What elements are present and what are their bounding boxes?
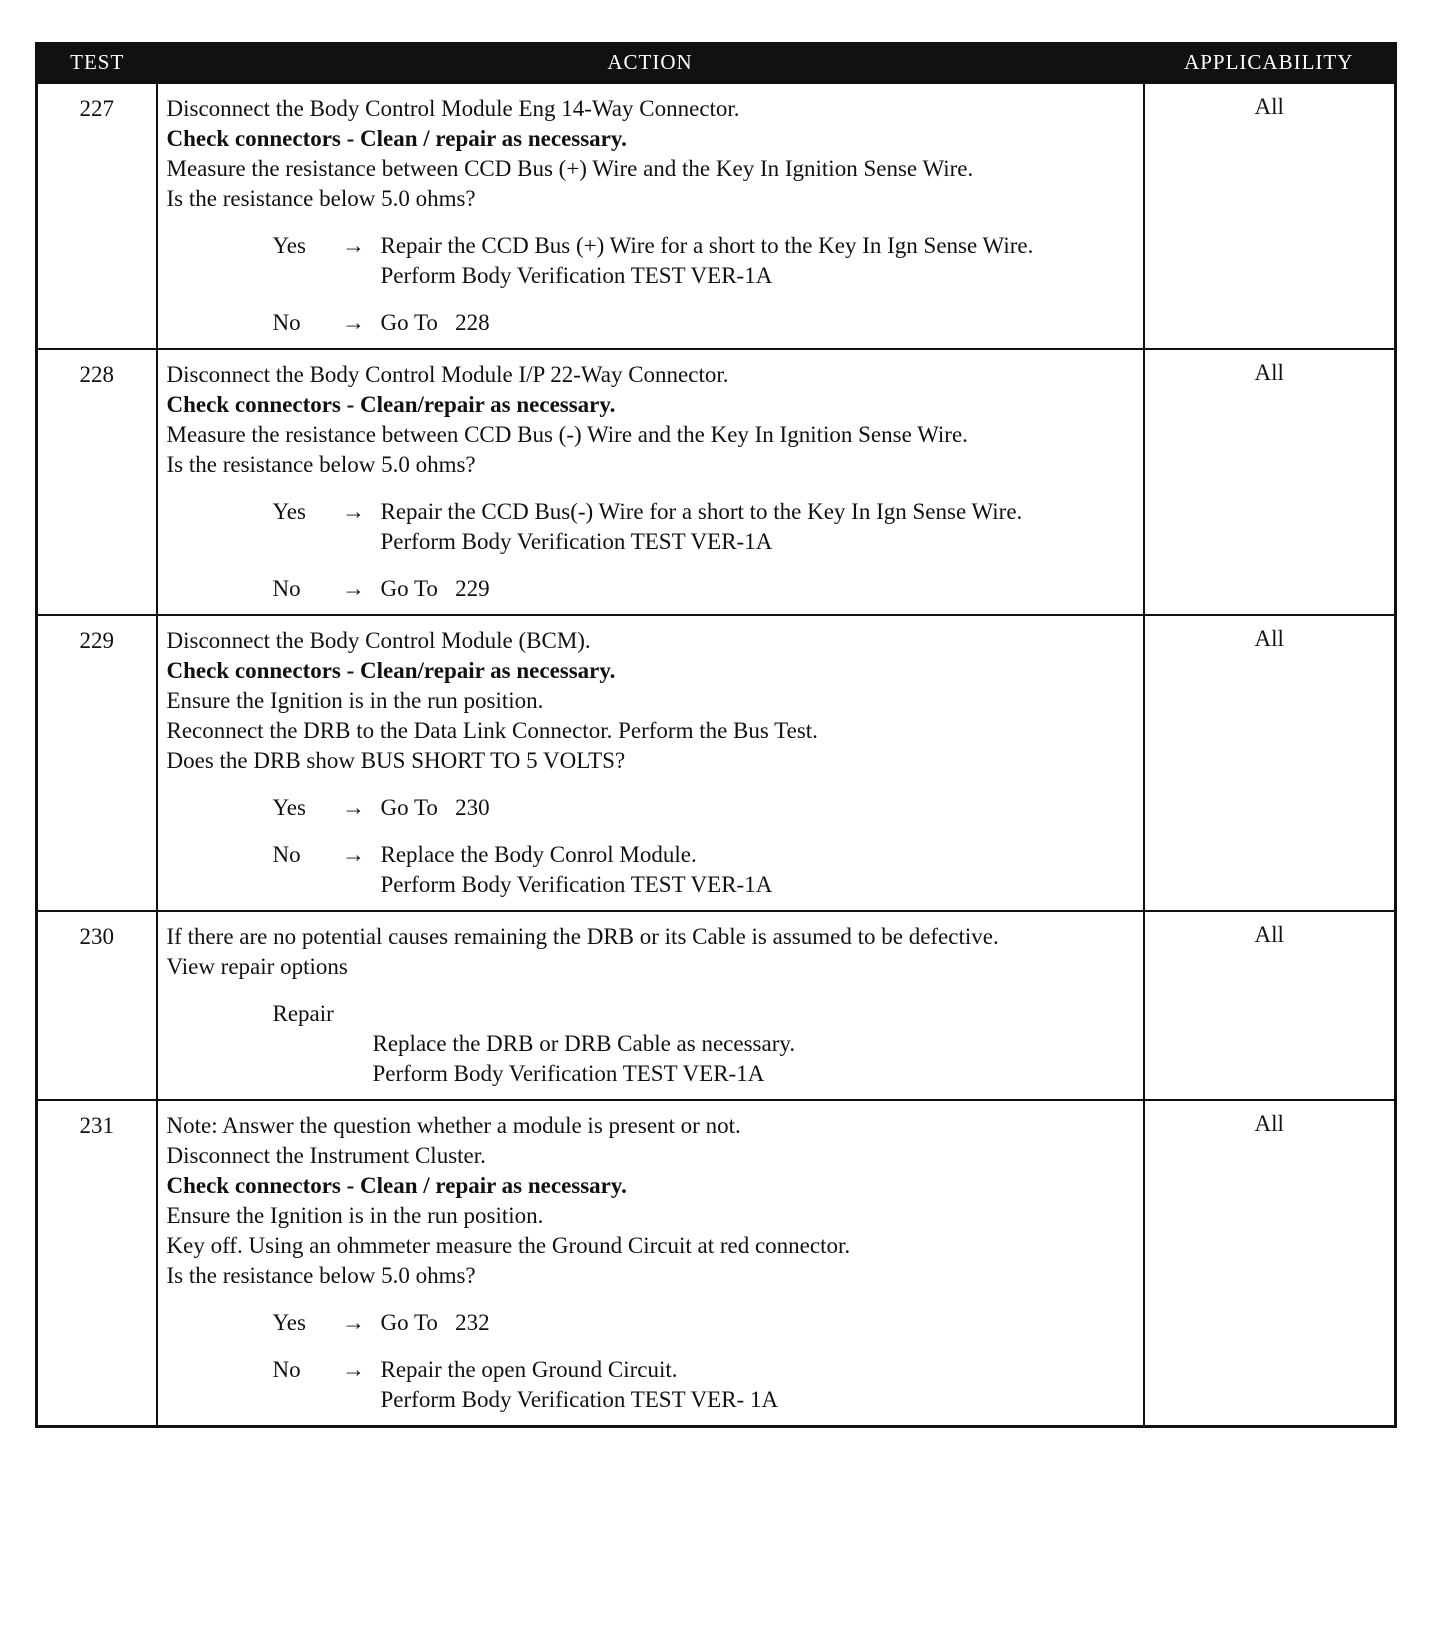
result-text: Replace the Body Conrol Module.	[380, 842, 697, 867]
yes-result	[381, 1308, 1135, 1338]
no-result	[381, 840, 1135, 900]
action-text: Is the resistance below 5.0 ohms?	[166, 1263, 476, 1288]
table-header	[37, 42, 1396, 83]
action-text: Measure the resistance between CCD Bus (+) Wire and the Key In Ignition Sense Wire.	[166, 156, 974, 181]
procedure-table	[35, 42, 1397, 1428]
yes-result	[381, 231, 1135, 291]
result-text: Go To 229	[380, 576, 490, 601]
yes-branch	[167, 793, 1135, 823]
arrow-icon: →	[342, 499, 365, 524]
yes-label: Yes	[272, 1310, 306, 1335]
arrow-icon: →	[342, 842, 365, 867]
applicability-cell: All	[1144, 83, 1396, 349]
no-result	[381, 574, 1135, 604]
action-text: Ensure the Ignition is in the run position.	[166, 1203, 544, 1228]
result-text: Repair the CCD Bus (+) Wire for a short to the Key In Ign Sense Wire.	[380, 233, 1034, 258]
no-branch	[167, 840, 1135, 900]
result-text: Go To 232	[380, 1310, 490, 1335]
arrow-icon: →	[342, 576, 365, 601]
action-text: Key off. Using an ohmmeter measure the Ground Circuit at red connector.	[166, 1233, 851, 1258]
arrow-icon: →	[342, 795, 365, 820]
result-text: Go To 230	[380, 795, 490, 820]
no-label: No	[272, 1357, 301, 1382]
action-text: Is the resistance below 5.0 ohms?	[166, 452, 476, 477]
yes-result	[381, 793, 1135, 823]
action-text: Is the resistance below 5.0 ohms?	[166, 186, 476, 211]
action-text: Ensure the Ignition is in the run position.	[166, 688, 544, 713]
action-text-bold: Check connectors - Clean / repair as necessary.	[166, 126, 627, 151]
yes-result	[381, 497, 1135, 557]
no-result	[381, 308, 1135, 338]
action-text-bold: Check connectors - Clean/repair as necessary.	[166, 658, 616, 683]
action-text: Disconnect the Instrument Cluster.	[166, 1143, 486, 1168]
arrow-icon: →	[342, 233, 365, 258]
action-text: Measure the resistance between CCD Bus (-) Wire and the Key In Ignition Sense Wire.	[166, 422, 968, 447]
no-branch	[167, 574, 1135, 604]
arrow-icon: →	[342, 1357, 365, 1382]
yes-label: Yes	[272, 233, 306, 258]
result-text: Perform Body Verification TEST VER- 1A	[380, 1387, 779, 1412]
yes-branch	[167, 231, 1135, 291]
applicability-cell: All	[1144, 615, 1396, 911]
arrow-icon: →	[342, 1310, 365, 1335]
action-cell	[157, 83, 1144, 349]
action-text: View repair options	[166, 954, 348, 979]
table-row	[37, 83, 1396, 349]
yes-branch	[167, 497, 1135, 557]
test-number: 230	[37, 911, 157, 1100]
no-label: No	[272, 842, 301, 867]
repair-label: Repair	[272, 1001, 334, 1026]
result-text: Perform Body Verification TEST VER-1A	[380, 263, 773, 288]
header-test: TEST	[37, 42, 157, 83]
no-branch	[167, 1355, 1135, 1415]
repair-text: Perform Body Verification TEST VER-1A	[372, 1061, 765, 1086]
header-row	[37, 42, 1396, 83]
action-text: Does the DRB show BUS SHORT TO 5 VOLTS?	[166, 748, 626, 773]
action-text-bold: Check connectors - Clean/repair as necessary.	[166, 392, 616, 417]
repair-text: Replace the DRB or DRB Cable as necessary.	[372, 1031, 796, 1056]
action-text: Reconnect the DRB to the Data Link Connector. Perform the Bus Test.	[166, 718, 818, 743]
action-text: Note: Answer the question whether a module is present or not.	[166, 1113, 741, 1138]
action-text: Disconnect the Body Control Module I/P 22-Way Connector.	[166, 362, 729, 387]
action-cell	[157, 1100, 1144, 1427]
result-text: Repair the CCD Bus(-) Wire for a short to the Key In Ign Sense Wire.	[380, 499, 1023, 524]
result-text: Perform Body Verification TEST VER-1A	[380, 529, 773, 554]
yes-branch	[167, 1308, 1135, 1338]
action-cell	[157, 615, 1144, 911]
repair-items	[273, 1029, 1135, 1089]
action-cell	[157, 349, 1144, 615]
test-number: 231	[37, 1100, 157, 1427]
result-text: Repair the open Ground Circuit.	[380, 1357, 678, 1382]
applicability-cell: All	[1144, 349, 1396, 615]
action-text-bold: Check connectors - Clean / repair as necessary.	[166, 1173, 627, 1198]
test-number: 229	[37, 615, 157, 911]
arrow-icon: →	[342, 310, 365, 335]
no-label: No	[272, 310, 301, 335]
no-result	[381, 1355, 1135, 1415]
action-text: If there are no potential causes remaining the DRB or its Cable is assumed to be defective.	[166, 924, 999, 949]
yes-label: Yes	[272, 499, 306, 524]
table-row	[37, 1100, 1396, 1427]
table-row	[37, 615, 1396, 911]
action-text: Disconnect the Body Control Module Eng 14-Way Connector.	[166, 96, 740, 121]
test-number: 228	[37, 349, 157, 615]
repair-block	[167, 999, 1135, 1089]
header-applicability: APPLICABILITY	[1144, 42, 1396, 83]
result-text: Go To 228	[380, 310, 490, 335]
header-action: ACTION	[157, 42, 1144, 83]
result-text: Perform Body Verification TEST VER-1A	[380, 872, 773, 897]
table-row	[37, 911, 1396, 1100]
applicability-cell: All	[1144, 911, 1396, 1100]
action-text: Disconnect the Body Control Module (BCM).	[166, 628, 591, 653]
test-number: 227	[37, 83, 157, 349]
no-label: No	[272, 576, 301, 601]
applicability-cell: All	[1144, 1100, 1396, 1427]
no-branch	[167, 308, 1135, 338]
table-body	[37, 83, 1396, 1427]
table-row	[37, 349, 1396, 615]
action-cell	[157, 911, 1144, 1100]
yes-label: Yes	[272, 795, 306, 820]
